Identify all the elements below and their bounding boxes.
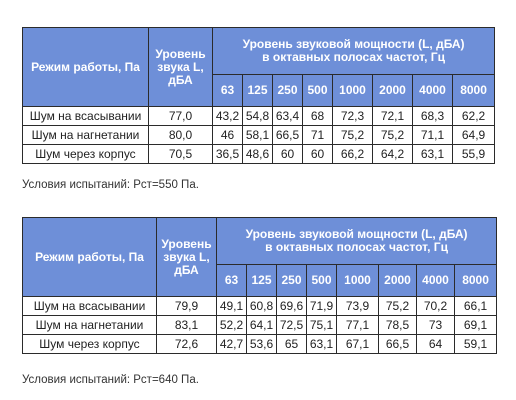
band-cell: 48,6	[243, 145, 273, 164]
frequency-header: 63	[213, 75, 243, 107]
band-cell: 43,2	[213, 107, 243, 126]
sound-power-header-line2: в октавных полосах частот, Гц	[262, 50, 445, 64]
test-conditions-caption: Условия испытаний: Рст=550 Па.	[22, 179, 199, 191]
band-cell: 54,8	[243, 107, 273, 126]
band-cell: 58,1	[243, 126, 273, 145]
sound-power-header-line2: в октавных полосах частот, Гц	[265, 240, 448, 254]
frequency-header: 2000	[379, 265, 417, 297]
frequency-header: 500	[307, 265, 337, 297]
sound-power-group-header	[217, 218, 497, 265]
noise-spec-table	[22, 27, 495, 164]
table-row	[23, 297, 497, 316]
band-cell: 60	[303, 145, 333, 164]
mode-column-header: Режим работы, Па	[23, 28, 149, 107]
band-cell: 68	[303, 107, 333, 126]
band-cell: 75,1	[307, 316, 337, 335]
band-cell: 75,2	[373, 126, 413, 145]
band-cell: 71	[303, 126, 333, 145]
frequency-header: 125	[243, 75, 273, 107]
band-cell: 69,6	[277, 297, 307, 316]
band-cell: 69,1	[455, 316, 497, 335]
band-cell: 63,1	[307, 335, 337, 354]
frequency-header: 1000	[337, 265, 379, 297]
sound-level-cell: 79,9	[157, 297, 217, 316]
frequency-header: 63	[217, 265, 247, 297]
band-cell: 60	[273, 145, 303, 164]
sound-power-header-line1: Уровень звуковой мощности (L, дБА)	[242, 37, 465, 51]
mode-cell: Шум на нагнетании	[23, 316, 157, 335]
noise-spec-table	[22, 217, 497, 354]
band-cell: 64,2	[373, 145, 413, 164]
band-cell: 65	[277, 335, 307, 354]
band-cell: 55,9	[453, 145, 495, 164]
mode-cell: Шум на всасывании	[23, 107, 149, 126]
mode-cell: Шум на нагнетании	[23, 126, 149, 145]
mode-cell: Шум на всасывании	[23, 297, 157, 316]
band-cell: 71,1	[413, 126, 453, 145]
band-cell: 64	[417, 335, 455, 354]
band-cell: 75,2	[333, 126, 373, 145]
band-cell: 72,5	[277, 316, 307, 335]
sound-level-column-header: Уровень звука L, дБА	[157, 218, 217, 297]
band-cell: 68,3	[413, 107, 453, 126]
frequency-header: 125	[247, 265, 277, 297]
band-cell: 64,1	[247, 316, 277, 335]
band-cell: 36,5	[213, 145, 243, 164]
band-cell: 53,6	[247, 335, 277, 354]
band-cell: 71,9	[307, 297, 337, 316]
sound-level-cell: 83,1	[157, 316, 217, 335]
table-row	[23, 126, 495, 145]
sound-power-group-header	[213, 28, 495, 75]
band-cell: 42,7	[217, 335, 247, 354]
band-cell: 63,4	[273, 107, 303, 126]
band-cell: 70,2	[417, 297, 455, 316]
mode-column-header: Режим работы, Па	[23, 218, 157, 297]
sound-level-cell: 77,0	[149, 107, 213, 126]
band-cell: 59,1	[455, 335, 497, 354]
band-cell: 78,5	[379, 316, 417, 335]
frequency-header: 250	[273, 75, 303, 107]
frequency-header: 8000	[455, 265, 497, 297]
frequency-header: 1000	[333, 75, 373, 107]
frequency-header: 4000	[413, 75, 453, 107]
band-cell: 67,1	[337, 335, 379, 354]
sound-level-cell: 72,6	[157, 335, 217, 354]
band-cell: 66,5	[273, 126, 303, 145]
band-cell: 49,1	[217, 297, 247, 316]
frequency-header: 2000	[373, 75, 413, 107]
band-cell: 77,1	[337, 316, 379, 335]
frequency-header: 500	[303, 75, 333, 107]
band-cell: 64,9	[453, 126, 495, 145]
band-cell: 66,1	[455, 297, 497, 316]
band-cell: 72,3	[333, 107, 373, 126]
sound-level-cell: 70,5	[149, 145, 213, 164]
frequency-header: 4000	[417, 265, 455, 297]
sound-power-header-line1: Уровень звуковой мощности (L, дБА)	[245, 227, 468, 241]
band-cell: 46	[213, 126, 243, 145]
table-row	[23, 107, 495, 126]
test-conditions-caption: Условия испытаний: Рст=640 Па.	[22, 374, 199, 386]
mode-cell: Шум через корпус	[23, 145, 149, 164]
band-cell: 72,1	[373, 107, 413, 126]
sound-level-cell: 80,0	[149, 126, 213, 145]
band-cell: 62,2	[453, 107, 495, 126]
band-cell: 75,2	[379, 297, 417, 316]
mode-cell: Шум через корпус	[23, 335, 157, 354]
frequency-header: 250	[277, 265, 307, 297]
table-row	[23, 316, 497, 335]
band-cell: 52,2	[217, 316, 247, 335]
band-cell: 63,1	[413, 145, 453, 164]
frequency-header: 8000	[453, 75, 495, 107]
band-cell: 73,9	[337, 297, 379, 316]
table-row	[23, 145, 495, 164]
sound-level-column-header: Уровень звука L, дБА	[149, 28, 213, 107]
band-cell: 66,5	[379, 335, 417, 354]
band-cell: 73	[417, 316, 455, 335]
band-cell: 60,8	[247, 297, 277, 316]
table-row	[23, 335, 497, 354]
band-cell: 66,2	[333, 145, 373, 164]
